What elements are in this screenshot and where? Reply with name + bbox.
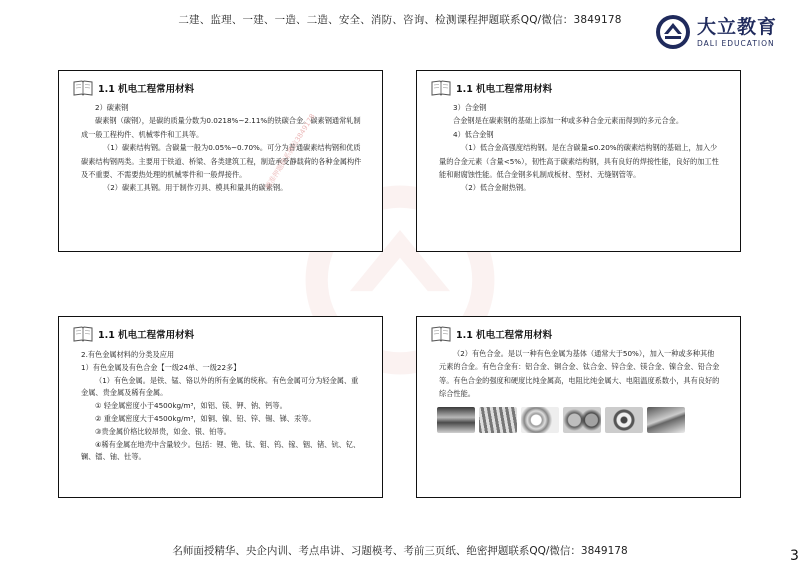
dali-logo-icon — [655, 14, 691, 50]
alloy-product-photos — [437, 407, 720, 433]
watermark-text: 精准押题联系微信3849178 — [263, 112, 317, 191]
top-banner: 二建、监理、一建、一造、二造、安全、消防、咨询、检测课程押题联系QQ/微信：3849178 — [178, 14, 622, 26]
alloy-photo-coil — [521, 407, 559, 433]
slide-alloy-steel — [416, 70, 741, 252]
slide-text: 3）合金钢 — [453, 103, 487, 112]
dali-logo — [655, 14, 777, 50]
page-number: 3 — [790, 548, 799, 564]
slide-nonferrous-alloy — [416, 316, 741, 498]
slide-text: ② 重金属密度大于4500kg/m³，如铜、镍、铅、锌、锡、锑、汞等。 — [95, 413, 316, 423]
book-icon — [73, 79, 93, 97]
slide-text: ④稀有金属在地壳中含量较少。包括：锂、铯、钛、钼、钨、镓、铟、锗、钪、钇、镧、镭、铀、钍等。 — [81, 439, 361, 462]
slide-text: （1）有色金属。是铁、锰、铬以外的所有金属的统称。有色金属可分为轻金属、重金属、贵金属及稀有金属。 — [81, 375, 359, 398]
slide-carbon-steel — [58, 70, 383, 252]
logo-text-en: DALI EDUCATION — [697, 38, 775, 48]
footer-banner: 名师面授精华、央企内训、考点串讲、习题模考、考前三页纸、绝密押题联系QQ/微信：3849178 — [172, 545, 628, 557]
logo-text-cn: 大立教育 — [697, 15, 778, 38]
slide-text: （1）碳素结构钢。含碳量一般为0.05%~0.70%。可分为普通碳素结构钢和优质碳素结构钢两类。主要用于铁道、桥梁、各类建筑工程，制造承受静载荷的各种金属构件及不重要、不需要热处理的机械零件和一般焊接件。 — [81, 143, 362, 180]
slide-text: ① 轻金属密度小于4500kg/m³，如铝、镁、钾、钠、钙等。 — [95, 401, 287, 411]
slide-text: （2）低合金耐热钢。 — [461, 183, 531, 193]
alloy-photo-bars — [479, 407, 517, 433]
slide-text: 2.有色金属材料的分类及应用 — [81, 350, 175, 359]
book-icon — [73, 325, 93, 343]
alloy-photo-tubes — [437, 407, 475, 433]
slide-title: 1.1 机电工程常用材料 — [456, 330, 553, 341]
slide-text: （2）有色合金。是以一种有色金属为基体（通常大于50%），加入一种或多种其他元素的合金。有色合金有：铝合金、铜合金、钛合金、锌合金、镁合金、镍合金、铅合金等。有色合金的强度和硬度比纯金属高，电阻比纯金属大、电阻温度系数小，具有良好的综合性能。 — [439, 349, 720, 399]
slide-title: 1.1 机电工程常用材料 — [98, 84, 195, 95]
alloy-photo-rolls — [563, 407, 601, 433]
slide-title: 1.1 机电工程常用材料 — [456, 84, 553, 95]
book-icon — [431, 325, 451, 343]
slide-nonferrous-classification — [58, 316, 383, 498]
alloy-photo-wheel — [605, 407, 643, 433]
book-icon — [431, 79, 451, 97]
alloy-photo-sheets — [647, 407, 685, 433]
slide-text: （1）低合金高强度结构钢。是在含碳量≤0.20%的碳素结构钢的基础上，加入少量的合金元素（含量<5%），韧性高于碳素结构钢，具有良好的焊接性能，良好的加工性能和耐腐蚀性能。低合金钢多轧制成板材、型材、无缝钢管等。 — [439, 143, 719, 180]
slide-text: 4）低合金钢 — [453, 129, 494, 139]
slide-text: （2）碳素工具钢。用于制作刃具、模具和量具的碳素钢。 — [103, 183, 288, 193]
slide-title: 1.1 机电工程常用材料 — [98, 330, 195, 341]
slide-text: 2）碳素钢 — [95, 103, 129, 112]
slide-text: ③贵金属价格比较昂贵，如金、银、铂等。 — [95, 426, 231, 436]
slide-text: 1）有色金属及有色合金【一级24单、一级22多】 — [81, 362, 241, 372]
slide-text: 碳素钢（碳钢），是碳的质量分数为0.0218%~2.11%的铁碳合金。碳素钢通常轧制成一般工程构件、机械零件和工具等。 — [81, 116, 361, 139]
slide-text: 合金钢是在碳素钢的基础上添加一种或多种合金元素而得到的多元合金。 — [453, 116, 684, 126]
